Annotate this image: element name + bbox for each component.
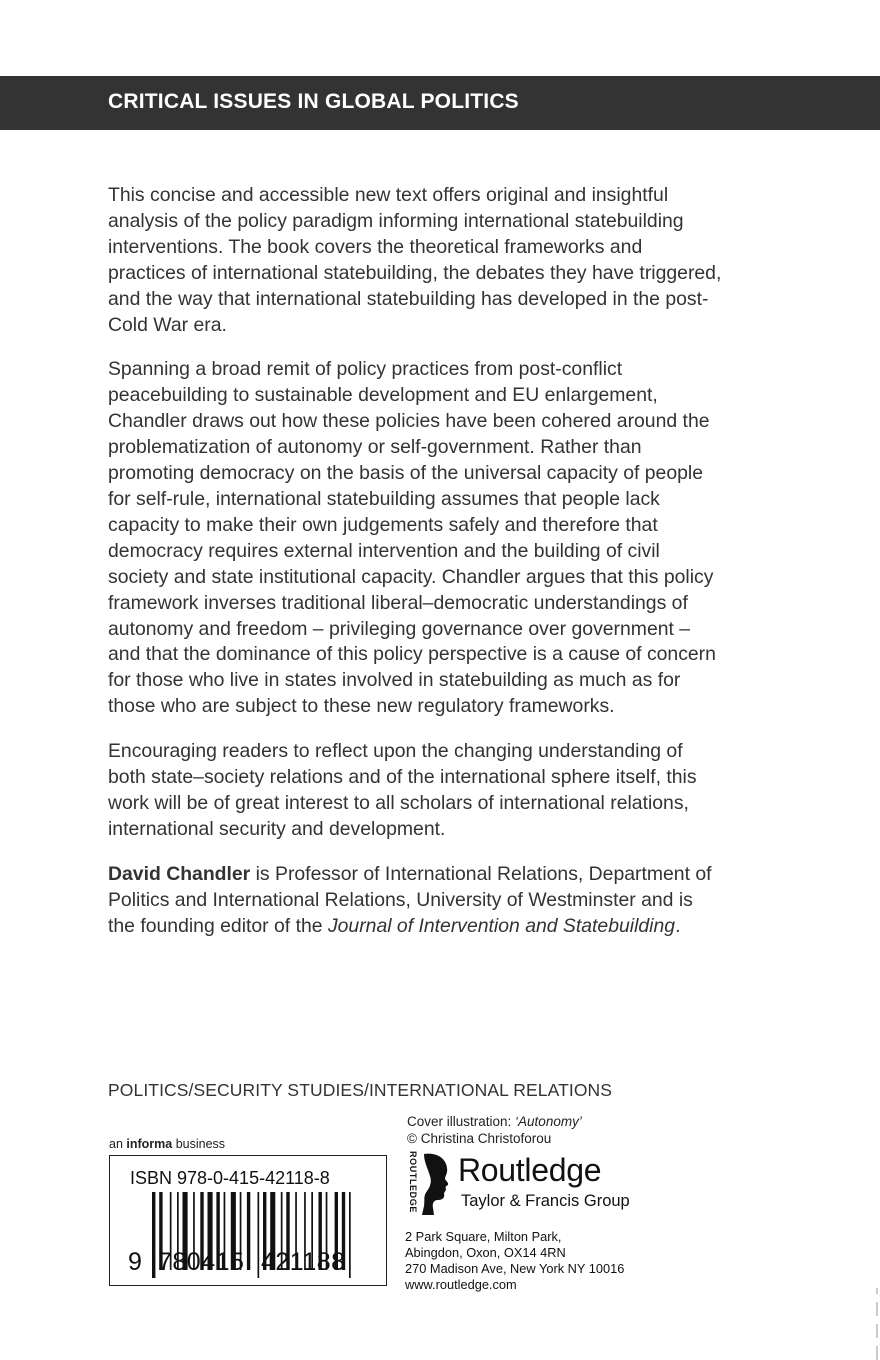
barcode-bar — [349, 1192, 351, 1278]
series-banner — [0, 76, 880, 130]
subject-category: POLITICS/SECURITY STUDIES/INTERNATIONAL RELATIONS — [108, 1080, 613, 1100]
author-bio — [108, 862, 723, 940]
barcode-digits-right: 421188 — [261, 1248, 346, 1276]
publisher-address — [405, 1229, 624, 1293]
cover-illustration-title: ‘Autonomy’ — [515, 1114, 582, 1129]
cover-copyright: © Christina Christoforou — [407, 1131, 552, 1146]
blurb-paragraph-2: Spanning a broad remit of policy practices from post-conflict peacebuilding to sustainable development and EU enlargement, Chandler draws out how these policies have been cohered around the problematization of autonomy or self-government. Rather than promoting democracy on the basis of the universal capacity of people for self-rule, international statebuilding assumes that people lack capacity to make their own judgements safely and therefore that democracy requires external intervention and the building of civil society and state institutional capacity. Chandler argues that this policy framework inverses traditional liberal–democratic understandings of autonomy and freedom – privileging governance over government – and that the dominance of this policy perspective is a cause of concern for those who live in states involved in statebuilding as much as for those who are subject to these new regulatory frameworks. — [108, 358, 716, 718]
isbn-label: ISBN 978-0-415-42118-8 — [130, 1168, 330, 1188]
blurb — [108, 183, 723, 958]
series-title: CRITICAL ISSUES IN GLOBAL POLITICS — [108, 90, 519, 113]
publisher-group: Taylor & Francis Group — [461, 1192, 630, 1210]
routledge-profile-icon — [418, 1152, 452, 1216]
logo-spine-text: ROUTLEDGE — [408, 1151, 418, 1213]
author-name: David Chandler — [108, 862, 251, 885]
publisher-name: Routledge — [458, 1152, 602, 1188]
informa-suffix: business — [172, 1137, 226, 1151]
journal-title: Journal of Intervention and Statebuilding — [327, 914, 676, 937]
informa-prefix: an — [109, 1137, 127, 1151]
publisher-website: www.routledge.com — [405, 1277, 517, 1292]
informa-brand: informa — [126, 1137, 173, 1151]
author-bio-text: is Professor of International Relations, Department of Politics and International Relations, University of Westminster and is the founding editor of the — [108, 862, 712, 937]
barcode-bar — [258, 1192, 260, 1278]
publisher-logo — [404, 1150, 644, 1220]
cover-credit-label: Cover illustration: — [407, 1114, 516, 1129]
cover-credit — [407, 1113, 582, 1147]
author-bio-end: . — [675, 914, 681, 937]
blurb-paragraph-1: This concise and accessible new text offers original and insightful analysis of the policy paradigm informing international statebuilding interventions. The book covers the theoretical frameworks and practices of international statebuilding, the debates they have triggered, and the way that international statebuilding has developed in the post-Cold War era. — [108, 184, 722, 336]
barcode-bar — [152, 1192, 155, 1278]
informa-tagline — [109, 1137, 225, 1151]
address-line-3: 270 Madison Ave, New York NY 10016 — [405, 1261, 625, 1276]
barcode-bar — [247, 1192, 250, 1270]
address-line-2: Abingdon, Oxon, OX14 4RN — [405, 1245, 566, 1260]
blurb-paragraph-3: Encouraging readers to reflect upon the changing understanding of both state–society relations and of the international sphere itself, this work will be of great interest to all scholars of international relations, international security and development. — [108, 740, 697, 840]
barcode-graphic — [110, 1156, 388, 1287]
barcode-digit-first: 9 — [128, 1248, 143, 1276]
trim-marks — [874, 1288, 880, 1360]
barcode-digits-left: 780415 — [158, 1248, 245, 1276]
barcode-box — [109, 1155, 387, 1286]
address-line-1: 2 Park Square, Milton Park, — [405, 1229, 562, 1244]
